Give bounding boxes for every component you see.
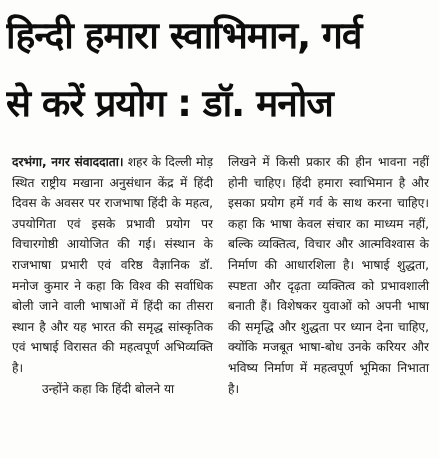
- article-column-left: [12, 152, 213, 399]
- article-column-right: [228, 152, 429, 399]
- headline-line-2: से करें प्रयोग : डॉ. मनोज: [6, 82, 333, 125]
- article-paragraph-3: लिखने में किसी प्रकार की हीन भावना नहीं होनी चाहिए। हिंदी हमारा स्वाभिमान है और इसका प्रयोग हमें गर्व के साथ करना चाहिए। कहा कि भाषा केवल संचार का माध्यम नहीं, बल्कि व्यक्तित्व, विचार और आत्मविश्वास के निर्माण की आधारशिला है। भाषाई शुद्धता, स्पष्टता और दृढ़ता व्यक्तित्व को प्रभावशाली बनाती हैं। विशेषकर युवाओं को अपनी भाषा की समृद्धि और शुद्धता पर ध्यान देना चाहिए, क्योंकि मजबूत भाषा-बोध उनके करियर और भविष्य निर्माण में महत्वपूर्ण भूमिका निभाता है।: [228, 155, 429, 396]
- article-paragraph-2: उन्होंने कहा कि हिंदी बोलने या: [42, 381, 175, 396]
- dateline: दरभंगा, नगर संवाददाता।: [12, 155, 124, 169]
- headline-line-1: हिन्दी हमारा स्वाभिमान, गर्व: [6, 14, 362, 57]
- article-text-1: शहर के दिल्ली मोड़ स्थित राष्ट्रीय मखाना अनुसंधान केंद्र में हिंदी दिवस के अवसर पर राजभाषा हिंदी के महत्व, उपयोगिता एवं इसके प्रभावी प्रयोग पर विचारगोष्ठी आयोजित की गई। संस्थान के राजभाषा प्रभारी एवं वरिष्ठ वैज्ञानिक डॉ. मनोज कुमार ने कहा कि विश्व की सर्वाधिक बोली जाने वाली भाषाओं में हिंदी का तीसरा स्थान है और यह भारत की समृद्ध सांस्कृतिक एवं भाषाई विरासत की महत्वपूर्ण अभिव्यक्ति है।: [12, 155, 213, 375]
- article-paragraph-1: [12, 152, 213, 379]
